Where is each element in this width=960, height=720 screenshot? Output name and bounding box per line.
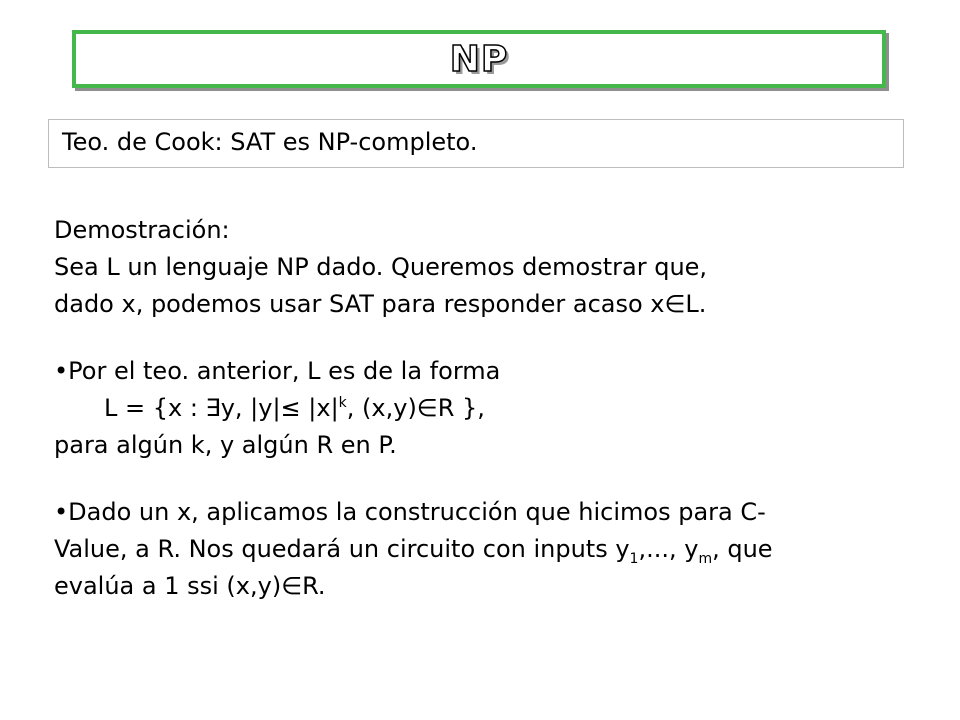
subscript-1: 1 xyxy=(629,550,639,567)
bullet-1-line-3: para algún k, y algún R en P. xyxy=(54,431,397,459)
formula-part-b: , (x,y)∈R }, xyxy=(346,394,485,422)
proof-heading: Demostración: xyxy=(54,216,230,244)
proof-intro-line-1: Sea L un lenguaje NP dado. Queremos demostrar que, xyxy=(54,253,708,281)
proof-body xyxy=(54,212,934,605)
bullet-2-line-3: evalúa a 1 ssi (x,y)∈R. xyxy=(54,572,326,600)
subscript-m: m xyxy=(698,550,713,567)
line-part-c: , que xyxy=(712,535,773,563)
formula-exponent: k xyxy=(338,395,347,411)
slide-title: NP xyxy=(449,38,509,80)
spacer xyxy=(54,323,934,353)
bullet-1-formula xyxy=(54,390,934,427)
bullet-2-line-1: •Dado un x, aplicamos la construcción que hicimos para C- xyxy=(54,498,766,526)
spacer xyxy=(54,464,934,494)
proof-intro-line-2: dado x, podemos usar SAT para responder acaso x∈L. xyxy=(54,290,707,318)
line-part-a: Value, a R. Nos quedará un circuito con inputs y xyxy=(54,535,630,563)
bullet-1-line-1: •Por el teo. anterior, L es de la forma xyxy=(54,357,501,385)
line-part-b: ,..., y xyxy=(638,535,699,563)
formula-part-a: L = {x : ∃y, |y|≤ |x| xyxy=(104,394,339,422)
theorem-statement: Teo. de Cook: SAT es NP-completo. xyxy=(62,128,478,156)
theorem-box xyxy=(48,119,904,168)
bullet-2-line-2 xyxy=(54,531,934,568)
title-banner xyxy=(72,30,886,88)
